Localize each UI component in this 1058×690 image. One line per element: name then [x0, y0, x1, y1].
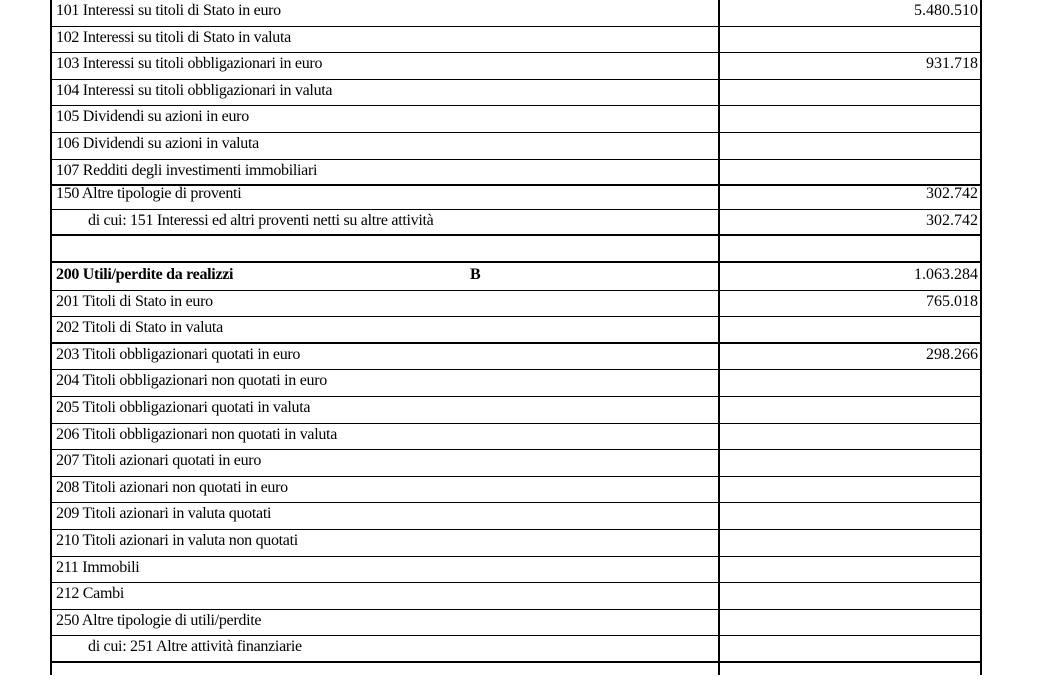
table-row: [52, 583, 980, 610]
table-row: [52, 291, 980, 318]
table-row: [52, 370, 980, 397]
row-value: 302.742: [926, 185, 978, 202]
table-row: [52, 317, 980, 344]
table-row: [52, 397, 980, 424]
table-row: [52, 636, 980, 663]
row-label: 207 Titoli azionari quotati in euro: [56, 452, 262, 470]
row-label: 204 Titoli obbligazionari non quotati in euro: [56, 372, 327, 390]
row-label: 205 Titoli obbligazionari quotati in valuta: [56, 399, 311, 416]
row-label: 101 Interessi su titoli di Stato in euro: [56, 2, 281, 19]
row-label: 106 Dividendi su azioni in valuta: [56, 135, 259, 152]
row-value: 1.063.284: [914, 266, 978, 283]
row-label: 203 Titoli obbligazionari quotati in euro: [56, 345, 301, 363]
row-label: 103 Interessi su titoli obbligazionari in euro: [56, 55, 323, 73]
income-table: [50, 0, 982, 675]
section-header-row: [52, 264, 980, 291]
section-marker: B: [470, 266, 481, 283]
row-value: 298.266: [926, 345, 978, 363]
row-value: 931.718: [926, 55, 978, 73]
table-row: [52, 133, 980, 160]
table-row: [52, 450, 980, 477]
row-label: 102 Interessi su titoli di Stato in valuta: [56, 28, 291, 46]
table-row: [52, 27, 980, 54]
table-row: [52, 530, 980, 557]
table-row: [52, 80, 980, 107]
row-label: di cui: 251 Altre attività finanziarie: [88, 638, 302, 656]
row-value: 302.742: [926, 211, 978, 229]
row-label: 209 Titoli azionari in valuta quotati: [56, 505, 272, 523]
row-label: 105 Dividendi su azioni in euro: [56, 108, 249, 126]
row-value: 765.018: [926, 292, 978, 310]
section-label: 200 Utili/perdite da realizzi: [56, 266, 234, 283]
table-row: [52, 557, 980, 584]
table-row: [52, 183, 980, 210]
row-label: 208 Titoli azionari non quotati in euro: [56, 478, 288, 496]
table-row: [52, 106, 980, 133]
spacer-row: [52, 236, 980, 263]
row-label: 206 Titoli obbligazionari non quotati in valuta: [56, 425, 337, 443]
row-label: 104 Interessi su titoli obbligazionari in valuta: [56, 81, 333, 99]
table-row: [52, 53, 980, 80]
table-row: [52, 210, 980, 237]
row-label: 201 Titoli di Stato in euro: [56, 292, 213, 310]
row-value: 5.480.510: [914, 2, 978, 19]
table-row: [52, 503, 980, 530]
spacer-row: [52, 663, 980, 690]
table-row: [52, 0, 980, 27]
table-row: [52, 344, 980, 371]
row-label: 211 Immobili: [56, 558, 140, 576]
table-row: [52, 477, 980, 504]
table-row: [52, 424, 980, 451]
row-label: di cui: 151 Interessi ed altri proventi netti su altre attività: [88, 211, 434, 229]
table-row: [52, 610, 980, 637]
row-label: 202 Titoli di Stato in valuta: [56, 319, 223, 337]
row-label: 150 Altre tipologie di proventi: [56, 185, 242, 202]
row-label: 210 Titoli azionari in valuta non quotati: [56, 532, 298, 549]
row-label: 250 Altre tipologie di utili/perdite: [56, 611, 262, 629]
row-label: 212 Cambi: [56, 585, 124, 603]
row-label: 107 Redditi degli investimenti immobiliari: [56, 161, 318, 179]
